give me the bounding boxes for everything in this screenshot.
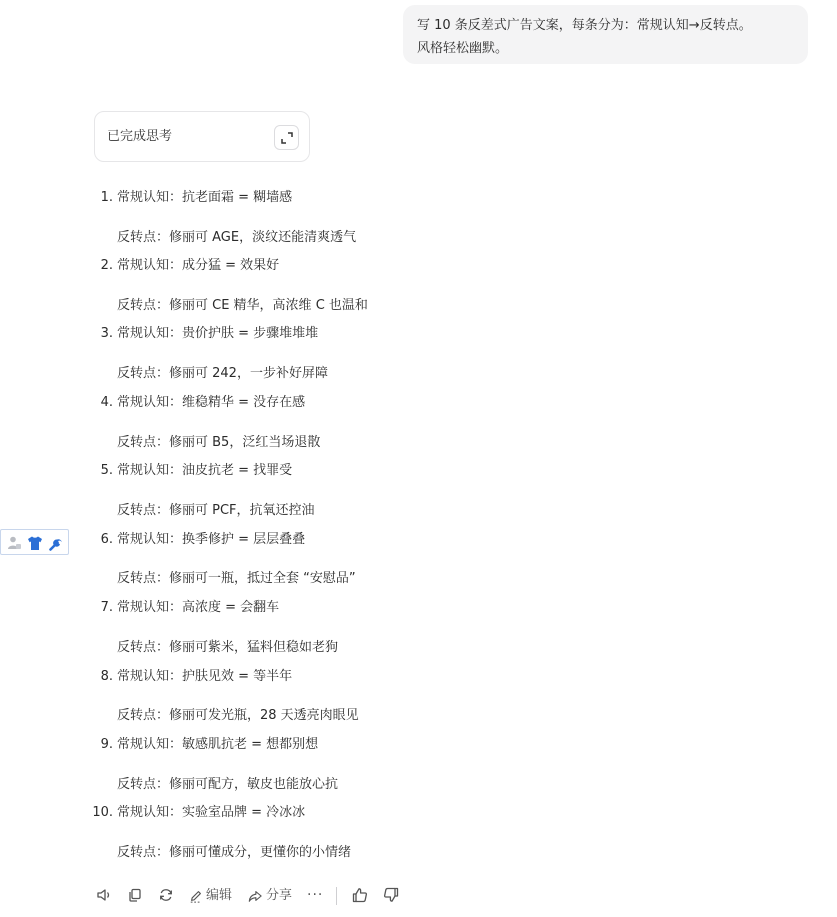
- user-message-line: 写 10 条反差式广告文案，每条分为：常规认知→反转点。: [417, 18, 752, 33]
- list-item-number: 3.: [100, 326, 113, 341]
- list-item-common: 常规认知：敏感肌抗老 = 想都别想: [117, 737, 319, 752]
- list-item-common: 常规认知：维稳精华 = 没存在感: [117, 395, 306, 410]
- user-message-bubble: [403, 5, 808, 64]
- list-item-twist: 反转点：修丽可 242，一步补好屏障: [117, 366, 328, 381]
- edit-label: 编辑: [206, 888, 233, 903]
- list-item-common: 常规认知：成分猛 = 效果好: [117, 258, 280, 273]
- action-divider: [336, 887, 337, 905]
- list-item-number: 2.: [100, 258, 113, 273]
- more-button[interactable]: [307, 887, 327, 905]
- side-floating-toolbar: [0, 529, 69, 555]
- list-item-number: 8.: [100, 669, 113, 684]
- shirt-icon[interactable]: [27, 535, 43, 555]
- list-item-number: 10.: [92, 805, 113, 820]
- list-item-twist: 反转点：修丽可一瓶，抵过全套 “安慰品”: [117, 571, 356, 586]
- pencil-icon: [189, 889, 203, 903]
- list-item-number: 6.: [100, 532, 113, 547]
- list-item-number: 5.: [100, 463, 113, 478]
- speaker-icon[interactable]: [96, 887, 114, 905]
- list-item-number: 4.: [100, 395, 113, 410]
- share-button[interactable]: [248, 887, 294, 905]
- list-item-twist: 反转点：修丽可 B5，泛红当场退散: [117, 435, 321, 450]
- list-item-twist: 反转点：修丽可 CE 精华，高浓维 C 也温和: [117, 298, 368, 313]
- list-item-number: 1.: [100, 190, 113, 205]
- edit-button[interactable]: [189, 887, 235, 905]
- assistant-icon[interactable]: [6, 535, 22, 555]
- list-item-common: 常规认知：贵价护肤 = 步骤堆堆堆: [117, 326, 319, 341]
- message-action-bar: [96, 885, 416, 907]
- refresh-icon[interactable]: [158, 887, 176, 905]
- list-item-twist: 反转点：修丽可 PCF，抗氧还控油: [117, 503, 315, 518]
- list-item-common: 常规认知：换季修护 = 层层叠叠: [117, 532, 306, 547]
- list-item-twist: 反转点：修丽可懂成分，更懂你的小情绪: [117, 845, 352, 860]
- wrench-icon[interactable]: [48, 535, 64, 555]
- expand-button[interactable]: [274, 125, 299, 150]
- list-item-common: 常规认知：实验室品牌 = 冷冰冰: [117, 805, 306, 820]
- list-item-twist: 反转点：修丽可发光瓶，28 天透亮肉眼见: [117, 708, 359, 723]
- user-message-line: 风格轻松幽默。: [417, 41, 509, 56]
- thumbs-up-icon[interactable]: [352, 887, 370, 905]
- copy-icon[interactable]: [127, 887, 145, 905]
- list-item-common: 常规认知：高浓度 = 会翻车: [117, 600, 280, 615]
- list-item-common: 常规认知：抗老面霜 = 糊墙感: [117, 190, 293, 205]
- share-label: 分享: [266, 888, 293, 903]
- list-item-number: 9.: [100, 737, 113, 752]
- list-item-number: 7.: [100, 600, 113, 615]
- thinking-card[interactable]: [94, 111, 310, 162]
- list-item-twist: 反转点：修丽可紫米，猛料但稳如老狗: [117, 640, 339, 655]
- thinking-label: 已完成思考: [107, 129, 173, 144]
- list-item-common: 常规认知：油皮抗老 = 找罪受: [117, 463, 293, 478]
- more-label: ···: [307, 887, 324, 903]
- list-item-twist: 反转点：修丽可配方，敏皮也能放心抗: [117, 777, 339, 792]
- thumbs-down-icon[interactable]: [383, 887, 401, 905]
- expand-arrows-icon: [280, 131, 294, 145]
- list-item-common: 常规认知：护肤见效 = 等半年: [117, 669, 293, 684]
- share-icon: [248, 889, 262, 903]
- list-item-twist: 反转点：修丽可 AGE，淡纹还能清爽透气: [117, 230, 357, 245]
